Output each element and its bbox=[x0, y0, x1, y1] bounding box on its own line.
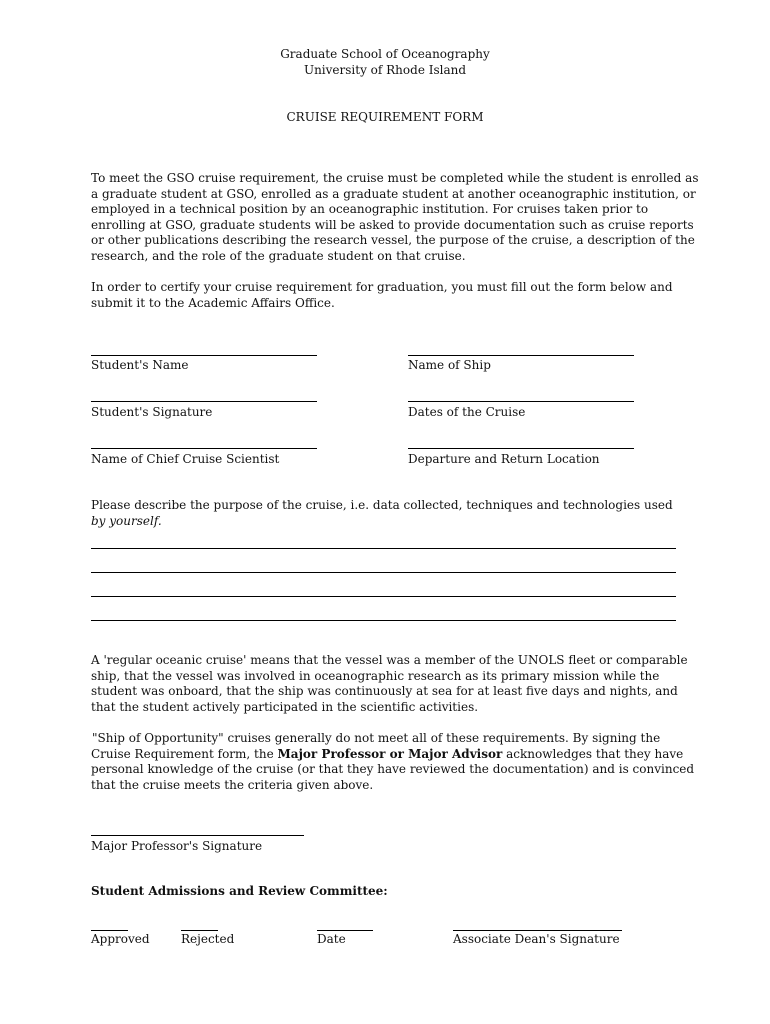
cruise-dates-line[interactable] bbox=[408, 401, 634, 402]
opportunity-paragraph bbox=[91, 731, 703, 793]
student-signature-line[interactable] bbox=[91, 401, 317, 402]
form-title: CRUISE REQUIREMENT FORM bbox=[286, 110, 484, 124]
ship-name-line[interactable] bbox=[408, 355, 634, 356]
date-label: Date bbox=[317, 932, 346, 946]
purpose-prompt-italic-text: by yourself. bbox=[91, 514, 162, 528]
approved-line[interactable] bbox=[91, 930, 128, 931]
date-line[interactable] bbox=[317, 930, 373, 931]
approved-label: Approved bbox=[91, 932, 150, 946]
school-name: Graduate School of Oceanography bbox=[280, 47, 490, 61]
rejected-label: Rejected bbox=[181, 932, 235, 946]
opportunity-text-1: "Ship of Opportunity" cruises generally do not meet all of these requirements. By signing the Cruise Requirement form, the bbox=[91, 731, 661, 761]
dean-signature-label: Associate Dean's Signature bbox=[453, 932, 620, 946]
opportunity-text-2: acknowledges that they have personal knowledge of the cruise (or that they have reviewed the documentation) and is convinced that the cruise meets the criteria given above. bbox=[91, 746, 695, 792]
purpose-prompt-italic bbox=[91, 514, 162, 528]
rejected-line[interactable] bbox=[181, 930, 218, 931]
cruise-dates-label: Dates of the Cruise bbox=[408, 405, 526, 419]
university-name: University of Rhode Island bbox=[303, 63, 467, 77]
departure-return-label: Departure and Return Location bbox=[408, 452, 600, 466]
major-professor-bold: Major Professor or Major Advisor bbox=[277, 746, 503, 761]
chief-scientist-line[interactable] bbox=[91, 448, 317, 449]
intro-paragraph-1: To meet the GSO cruise requirement, the cruise must be completed while the student is enrolled as a graduate student at GSO, enrolled as a graduate student at another oceanographic institution, or employed in a technical position by an oceanographic institution. For cruises taken prior to enrolling at GSO, graduate students will be asked to provide documentation such as cruise reports or other publications describing the research vessel, the purpose of the cruise, a description of the research, and the role of the graduate student on that cruise. bbox=[91, 171, 699, 263]
regular-cruise-definition: A 'regular oceanic cruise' means that the vessel was a member of the UNOLS fleet or comparable ship, that the vessel was involved in oceanographic research as its primary mission while the student was onboard, that the ship was continuously at sea for at least five days and nights, and that the student actively participated in the scientific activities. bbox=[91, 653, 688, 714]
professor-signature-line[interactable] bbox=[91, 835, 304, 836]
purpose-prompt: Please describe the purpose of the cruise, i.e. data collected, techniques and technologies used bbox=[91, 498, 673, 512]
purpose-answer-line-4[interactable] bbox=[91, 620, 676, 621]
chief-scientist-label: Name of Chief Cruise Scientist bbox=[91, 452, 280, 466]
committee-title: Student Admissions and Review Committee: bbox=[91, 884, 388, 898]
dean-signature-line[interactable] bbox=[453, 930, 622, 931]
intro-paragraph-2: In order to certify your cruise requirement for graduation, you must fill out the form below and submit it to the Academic Affairs Office. bbox=[91, 280, 673, 310]
student-name-label: Student's Name bbox=[91, 358, 189, 372]
purpose-answer-line-3[interactable] bbox=[91, 596, 676, 597]
student-signature-label: Student's Signature bbox=[91, 405, 213, 419]
ship-name-label: Name of Ship bbox=[408, 358, 491, 372]
purpose-answer-line-1[interactable] bbox=[91, 548, 676, 549]
departure-return-line[interactable] bbox=[408, 448, 634, 449]
professor-signature-label: Major Professor's Signature bbox=[91, 839, 263, 853]
student-name-line[interactable] bbox=[91, 355, 317, 356]
purpose-answer-line-2[interactable] bbox=[91, 572, 676, 573]
